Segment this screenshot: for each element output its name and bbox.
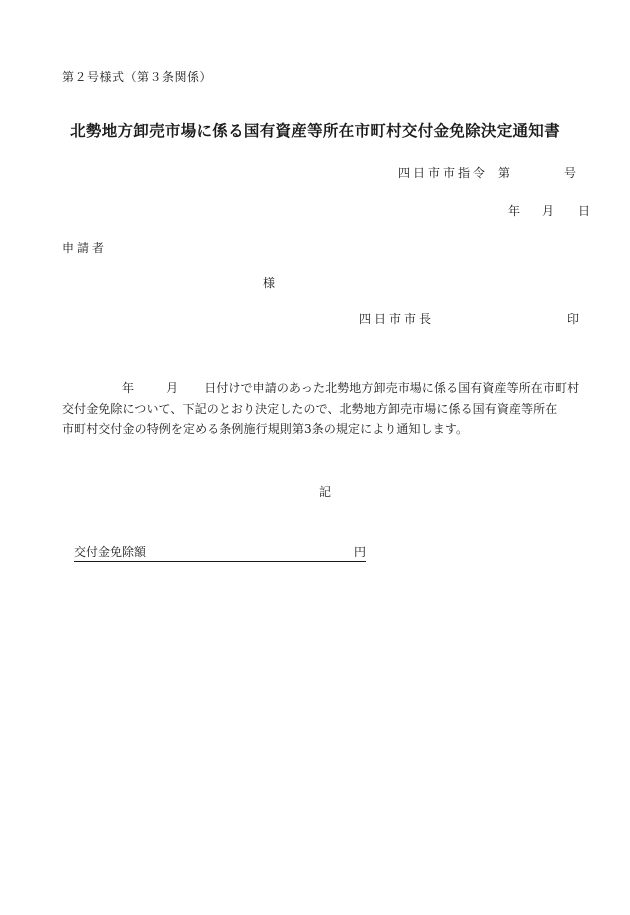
issue-organization: 四日市市指令 (398, 166, 489, 180)
issuer (359, 310, 579, 327)
document-title: 北勢地方卸売市場に係る国有資産等所在市町村交付金免除決定通知書 (70, 121, 560, 140)
body-line-1 (62, 378, 602, 399)
amount-unit-yen: 円 (353, 545, 366, 559)
issue-date-month: 月 (542, 204, 555, 218)
notice-body (62, 378, 602, 440)
ki-label: 記 (318, 485, 331, 499)
body-line1-text: 日付けで申請のあった北勢地方卸売市場に係る国有資産等所在市町村 (204, 381, 580, 395)
body-year: 年 (122, 381, 135, 395)
issue-go-label: 号 (564, 166, 577, 180)
body-line-2: 交付金免除について、下記のとおり決定したので、北勢地方卸売市場に係る国有資産等所在 (62, 401, 558, 416)
applicant-label: 申請者 (62, 241, 108, 255)
seal-mark: 印 (567, 312, 580, 326)
issuer-name: 四日市市長 (359, 312, 435, 326)
issue-number (398, 164, 576, 181)
issue-date (508, 202, 590, 219)
issue-dai-label: 第 (498, 166, 511, 180)
exemption-amount-label: 交付金免除額 (74, 545, 147, 559)
form-number: 第２号様式（第３条関係） (62, 70, 213, 84)
issue-date-year: 年 (508, 204, 521, 218)
honorific-sama: 様 (263, 276, 276, 290)
exemption-amount-row (74, 543, 366, 562)
issue-date-day: 日 (578, 204, 591, 218)
body-line-3: 市町村交付金の特例を定める条例施行規則第3条の規定により通知します。 (62, 422, 469, 436)
body-month: 月 (166, 381, 179, 395)
